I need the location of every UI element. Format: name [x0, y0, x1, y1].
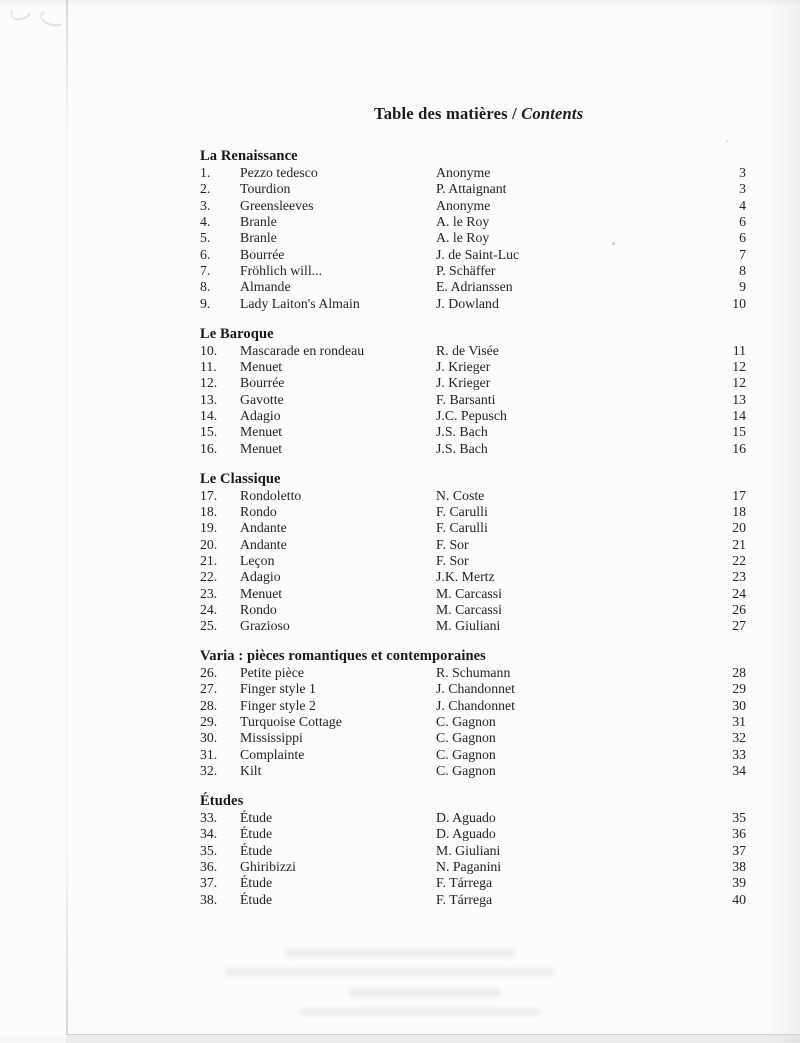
toc-entry: [200, 520, 746, 536]
entry-title: Branle: [240, 214, 277, 230]
toc-section: [200, 326, 746, 457]
entry-number: 25.: [200, 618, 218, 634]
entry-number: 18.: [200, 503, 218, 519]
toc-entry: [200, 859, 746, 875]
scan-shadow-top: [0, 0, 800, 6]
toc-entry: [200, 375, 746, 391]
entry-page: 37: [732, 842, 746, 858]
entry-composer: P. Schäffer: [436, 263, 496, 279]
page-title: [374, 104, 583, 124]
table-of-contents: [200, 148, 746, 908]
toc-entry: [200, 247, 746, 263]
entry-title: Andante: [240, 536, 287, 552]
entry-composer: C. Gagnon: [436, 763, 496, 779]
entry-page: 3: [739, 181, 746, 197]
entry-composer: N. Paganini: [436, 859, 502, 875]
entry-page: 4: [739, 197, 746, 213]
section-items: [200, 488, 746, 635]
entry-number: 28.: [200, 697, 218, 713]
entry-page: 40: [732, 891, 746, 907]
section-heading: Études: [200, 793, 244, 809]
entry-title: Menuet: [240, 358, 283, 374]
section-items: [200, 165, 746, 312]
toc-section: [200, 148, 746, 312]
entry-number: 8.: [200, 279, 211, 295]
entry-composer: F. Tárrega: [436, 891, 493, 907]
entry-number: 4.: [200, 214, 211, 230]
toc-entry: [200, 424, 746, 440]
entry-composer: J.C. Pepusch: [436, 407, 507, 423]
entry-title: Tourdion: [240, 181, 291, 197]
scan-artifact-ink-bleedthrough: [350, 988, 500, 997]
entry-page: 8: [739, 263, 746, 279]
entry-title: Rondoletto: [240, 487, 302, 503]
entry-page: 15: [732, 424, 746, 440]
entry-page: 34: [732, 763, 746, 779]
toc-entry: [200, 586, 746, 602]
toc-entry: [200, 602, 746, 618]
entry-title: Greensleeves: [240, 197, 314, 213]
toc-entry: [200, 441, 746, 457]
entry-number: 29.: [200, 714, 218, 730]
toc-entry: [200, 214, 746, 230]
toc-entry: [200, 810, 746, 826]
toc-entry: [200, 553, 746, 569]
entry-title: Leçon: [240, 552, 275, 568]
entry-composer: J. Chandonnet: [436, 697, 515, 713]
section-items: [200, 665, 746, 779]
toc-entry: [200, 747, 746, 763]
entry-number: 10.: [200, 342, 218, 358]
entry-composer: Anonyme: [436, 165, 491, 180]
entry-page: 33: [732, 746, 746, 762]
section-heading: La Renaissance: [200, 148, 298, 164]
entry-composer: C. Gagnon: [436, 714, 496, 730]
entry-title: Lady Laiton's Almain: [240, 295, 360, 311]
entry-page: 6: [739, 230, 746, 246]
entry-composer: D. Aguado: [436, 810, 496, 825]
entry-title: Fröhlich will...: [240, 263, 323, 279]
entry-number: 16.: [200, 440, 218, 456]
entry-title: Andante: [240, 520, 287, 536]
entry-number: 7.: [200, 263, 211, 279]
entry-title: Branle: [240, 230, 277, 246]
entry-title: Gavotte: [240, 391, 284, 407]
entry-title: Étude: [240, 810, 273, 825]
entry-number: 38.: [200, 891, 218, 907]
entry-page: 23: [732, 569, 746, 585]
entry-title: Bourrée: [240, 246, 285, 262]
entry-page: 22: [732, 552, 746, 568]
entry-number: 37.: [200, 875, 218, 891]
entry-composer: M. Giuliani: [436, 618, 501, 634]
scan-artifact-ink-bleedthrough: [300, 1008, 540, 1016]
entry-number: 11.: [200, 358, 217, 374]
entry-page: 18: [732, 503, 746, 519]
entry-title: Étude: [240, 875, 273, 891]
entry-title: Étude: [240, 842, 273, 858]
scan-artifact-ink-bleedthrough: [225, 968, 555, 976]
entry-title: Menuet: [240, 585, 283, 601]
entry-page: 13: [732, 391, 746, 407]
toc-entry: [200, 714, 746, 730]
toc-entry: [200, 392, 746, 408]
entry-composer: J.K. Mertz: [436, 569, 495, 585]
toc-entry: [200, 279, 746, 295]
entry-title: Complainte: [240, 746, 305, 762]
entry-number: 6.: [200, 246, 211, 262]
entry-composer: F. Tárrega: [436, 875, 493, 891]
toc-entry: [200, 230, 746, 246]
entry-title: Étude: [240, 891, 273, 907]
entry-composer: C. Gagnon: [436, 746, 496, 762]
scan-page-left-edge: [66, 0, 68, 1042]
entry-page: 31: [732, 714, 746, 730]
entry-number: 32.: [200, 763, 218, 779]
entry-page: 12: [732, 358, 746, 374]
entry-title: Turquoise Cottage: [240, 714, 342, 730]
entry-title: Ghiribizzi: [240, 859, 296, 875]
entry-number: 19.: [200, 520, 218, 536]
entry-page: 7: [739, 246, 746, 262]
entry-title: Rondo: [240, 601, 277, 617]
entry-composer: C. Gagnon: [436, 730, 496, 746]
toc-entry: [200, 875, 746, 891]
entry-number: 14.: [200, 407, 218, 423]
entry-title: Pezzo tedesco: [240, 165, 318, 180]
entry-composer: J. Krieger: [436, 358, 491, 374]
toc-entry: [200, 198, 746, 214]
page-title-separator: /: [507, 104, 522, 123]
entry-number: 13.: [200, 391, 218, 407]
section-items: [200, 810, 746, 908]
toc-section: [200, 648, 746, 779]
entry-title: Kilt: [240, 763, 262, 779]
entry-number: 15.: [200, 424, 218, 440]
entry-page: 10: [732, 295, 746, 311]
entry-page: 32: [732, 730, 746, 746]
toc-entry: [200, 343, 746, 359]
toc-entry: [200, 618, 746, 634]
entry-composer: M. Giuliani: [436, 842, 501, 858]
entry-number: 30.: [200, 730, 218, 746]
entry-page: 20: [732, 520, 746, 536]
entry-composer: J. de Saint-Luc: [436, 246, 520, 262]
scan-artifact-speck: [612, 242, 615, 245]
toc-entry: [200, 165, 746, 181]
entry-page: 14: [732, 407, 746, 423]
entry-page: 29: [732, 681, 746, 697]
entry-title: Étude: [240, 826, 273, 842]
entry-composer: F. Carulli: [436, 520, 488, 536]
entry-page: 38: [732, 859, 746, 875]
entry-number: 36.: [200, 859, 218, 875]
entry-composer: J.S. Bach: [436, 440, 488, 456]
section-heading: Varia : pièces romantiques et contemporaines: [200, 648, 486, 665]
entry-page: 12: [732, 375, 746, 391]
toc-entry: [200, 488, 746, 504]
entry-title: Petite pièce: [240, 665, 304, 681]
entry-number: 31.: [200, 746, 218, 762]
entry-page: 21: [732, 536, 746, 552]
toc-entry: [200, 296, 746, 312]
entry-title: Grazioso: [240, 618, 290, 634]
entry-number: 35.: [200, 842, 218, 858]
entry-composer: E. Adrianssen: [436, 279, 513, 295]
entry-page: 35: [732, 810, 746, 825]
section-heading: Le Baroque: [200, 325, 274, 342]
toc-entry: [200, 504, 746, 520]
toc-entry: [200, 826, 746, 842]
entry-number: 1.: [200, 165, 211, 180]
entry-composer: M. Carcassi: [436, 601, 502, 617]
entry-number: 12.: [200, 375, 218, 391]
toc-entry: [200, 843, 746, 859]
entry-title: Mascarade en rondeau: [240, 342, 365, 358]
entry-composer: J. Krieger: [436, 375, 491, 391]
entry-number: 26.: [200, 665, 218, 681]
toc-entry: [200, 359, 746, 375]
entry-composer: F. Barsanti: [436, 391, 496, 407]
entry-composer: R. Schumann: [436, 665, 511, 681]
entry-title: Finger style 1: [240, 681, 316, 697]
entry-number: 24.: [200, 601, 218, 617]
entry-title: Mississippi: [240, 730, 303, 746]
section-heading: Le Classique: [200, 470, 281, 487]
entry-title: Rondo: [240, 503, 277, 519]
entry-composer: J. Dowland: [436, 295, 499, 311]
entry-page: 9: [739, 279, 746, 295]
entry-page: 26: [732, 601, 746, 617]
entry-composer: F. Sor: [436, 552, 469, 568]
entry-page: 36: [732, 826, 746, 842]
entry-composer: F. Carulli: [436, 503, 488, 519]
entry-title: Adagio: [240, 407, 281, 423]
entry-number: 23.: [200, 585, 218, 601]
section-items: [200, 343, 746, 457]
entry-composer: N. Coste: [436, 487, 485, 503]
scan-artifact-corner-mark: [39, 7, 68, 28]
scan-artifact-speck: [748, 186, 750, 188]
toc-section: [200, 471, 746, 635]
entry-title: Menuet: [240, 424, 283, 440]
toc-entry: [200, 181, 746, 197]
entry-number: 34.: [200, 826, 218, 842]
entry-composer: M. Carcassi: [436, 585, 502, 601]
entry-page: 16: [732, 440, 746, 456]
scan-shadow-right: [764, 0, 800, 1042]
entry-number: 27.: [200, 681, 218, 697]
entry-composer: F. Sor: [436, 536, 469, 552]
entry-page: 27: [732, 618, 746, 634]
entry-composer: Anonyme: [436, 197, 491, 213]
entry-title: Almande: [240, 279, 291, 295]
entry-page: 3: [739, 165, 746, 180]
toc-entry: [200, 730, 746, 746]
entry-title: Finger style 2: [240, 697, 316, 713]
entry-number: 33.: [200, 810, 218, 825]
entry-composer: R. de Visée: [436, 342, 499, 358]
toc-entry: [200, 763, 746, 779]
entry-page: 39: [732, 875, 746, 891]
entry-number: 17.: [200, 487, 218, 503]
toc-entry: [200, 665, 746, 681]
toc-entry: [200, 681, 746, 697]
entry-number: 22.: [200, 569, 218, 585]
entry-title: Menuet: [240, 440, 283, 456]
entry-page: 17: [732, 487, 746, 503]
entry-page: 30: [732, 697, 746, 713]
entry-composer: J.S. Bach: [436, 424, 488, 440]
toc-entry: [200, 698, 746, 714]
toc-entry: [200, 892, 746, 908]
entry-number: 5.: [200, 230, 211, 246]
entry-number: 9.: [200, 295, 211, 311]
entry-composer: A. le Roy: [436, 230, 490, 246]
scan-artifact-ink-bleedthrough: [285, 949, 515, 957]
toc-entry: [200, 408, 746, 424]
entry-page: 28: [732, 665, 746, 681]
entry-page: 24: [732, 585, 746, 601]
page-title-english: Contents: [521, 104, 584, 123]
toc-entry: [200, 569, 746, 585]
entry-number: 2.: [200, 181, 211, 197]
entry-number: 3.: [200, 197, 211, 213]
toc-section: [200, 793, 746, 908]
entry-title: Bourrée: [240, 375, 285, 391]
scan-artifact-speck: [726, 140, 728, 142]
entry-number: 20.: [200, 536, 218, 552]
entry-composer: A. le Roy: [436, 214, 490, 230]
entry-composer: J. Chandonnet: [436, 681, 515, 697]
entry-composer: D. Aguado: [436, 826, 496, 842]
entry-composer: P. Attaignant: [436, 181, 507, 197]
entry-page: 11: [732, 342, 746, 358]
toc-entry: [200, 263, 746, 279]
page-title-french: Table des matières: [374, 104, 508, 123]
toc-entry: [200, 537, 746, 553]
entry-page: 6: [739, 214, 746, 230]
entry-number: 21.: [200, 552, 218, 568]
entry-title: Adagio: [240, 569, 281, 585]
